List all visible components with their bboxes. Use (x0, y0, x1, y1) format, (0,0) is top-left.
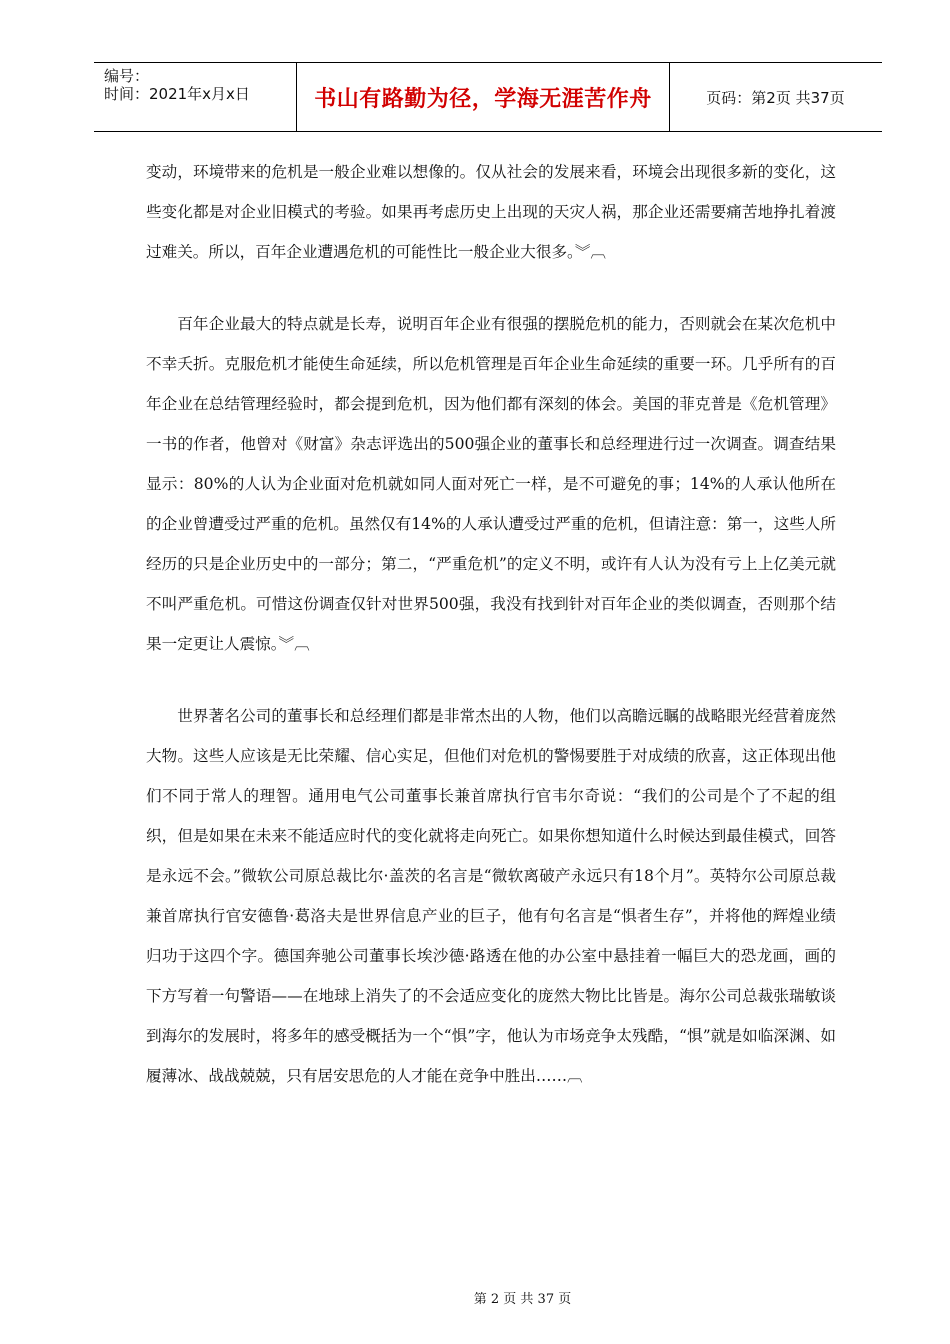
paragraph-2: 百年企业最大的特点就是长寿，说明百年企业有很强的摆脱危机的能力，否则就会在某次危机中不幸夭折。克服危机才能使生命延续，所以危机管理是百年企业生命延续的重要一环。几乎所有的百年企业在总结管理经验时，都会提到危机，因为他们都有深刻的体会。美国的菲克普是《危机管理》一书的作者，他曾对《财富》杂志评选出的500强企业的董事长和总经理进行过一次调查。调查结果显示：80%的人认为企业面对危机就如同人面对死亡一样，是不可避免的事；14%的人承认他所在的企业曾遭受过严重的危机。虽然仅有14%的人承认遭受过严重的危机，但请注意：第一，这些人所经历的只是企业历史中的一部分；第二，“严重危机”的定义不明，或许有人认为没有亏上上亿美元就不叫严重危机。可惜这份调查仅针对世界500强，我没有找到针对百年企业的类似调查，否则那个结果一定更让人震惊。︾︹ (146, 315, 836, 653)
paragraph-gap (146, 272, 836, 304)
footer-page-number: 第 2 页 共 37 页 (473, 1292, 572, 1307)
time-label: 时间：2021年x月x日 (104, 85, 250, 103)
page-header (94, 62, 882, 132)
number-label: 编号： (104, 67, 150, 85)
motto-text: 书山有路勤为径，学海无涯苦作舟 (314, 86, 652, 112)
paragraph-1: 变动，环境带来的危机是一般企业难以想像的。仅从社会的发展来看，环境会出现很多新的变化，这些变化都是对企业旧模式的考验。如果再考虑历史上出现的天灾人祸，那企业还需要痛苦地挣扎着渡过难关。所以，百年企业遭遇危机的可能性比一般企业大很多。︾︹ (146, 163, 836, 261)
header-page-info: 页码：第2页 共37页 (706, 88, 845, 107)
paragraph-gap (146, 664, 836, 696)
header-meta-cell (94, 63, 296, 131)
header-motto-cell (296, 63, 670, 131)
paragraph-3: 世界著名公司的董事长和总经理们都是非常杰出的人物，他们以高瞻远瞩的战略眼光经营着庞然大物。这些人应该是无比荣耀、信心实足，但他们对危机的警惕要胜于对成绩的欣喜，这正体现出他们不同于常人的理智。通用电气公司董事长兼首席执行官韦尔奇说：“我们的公司是个了不起的组织，但是如果在未来不能适应时代的变化就将走向死亡。如果你想知道什么时候达到最佳模式，回答是永远不会。”微软公司原总裁比尔·盖茨的名言是“微软离破产永远只有18个月”。英特尔公司原总裁兼首席执行官安德鲁·葛洛夫是世界信息产业的巨子，他有句名言是“惧者生存”，并将他的辉煌业绩归功于这四个字。德国奔驰公司董事长埃沙德·路透在他的办公室中悬挂着一幅巨大的恐龙画，画的下方写着一句警语——在地球上消失了的不会适应变化的庞然大物比比皆是。海尔公司总裁张瑞敏谈到海尔的发展时，将多年的感受概括为一个“惧”字，他认为市场竞争太残酷，“惧”就是如临深渊、如履薄冰、战战兢兢，只有居安思危的人才能在竞争中胜出……︹ (146, 707, 836, 1085)
document-body (146, 152, 836, 1096)
page-footer (0, 1288, 950, 1307)
header-page-cell (669, 63, 882, 131)
